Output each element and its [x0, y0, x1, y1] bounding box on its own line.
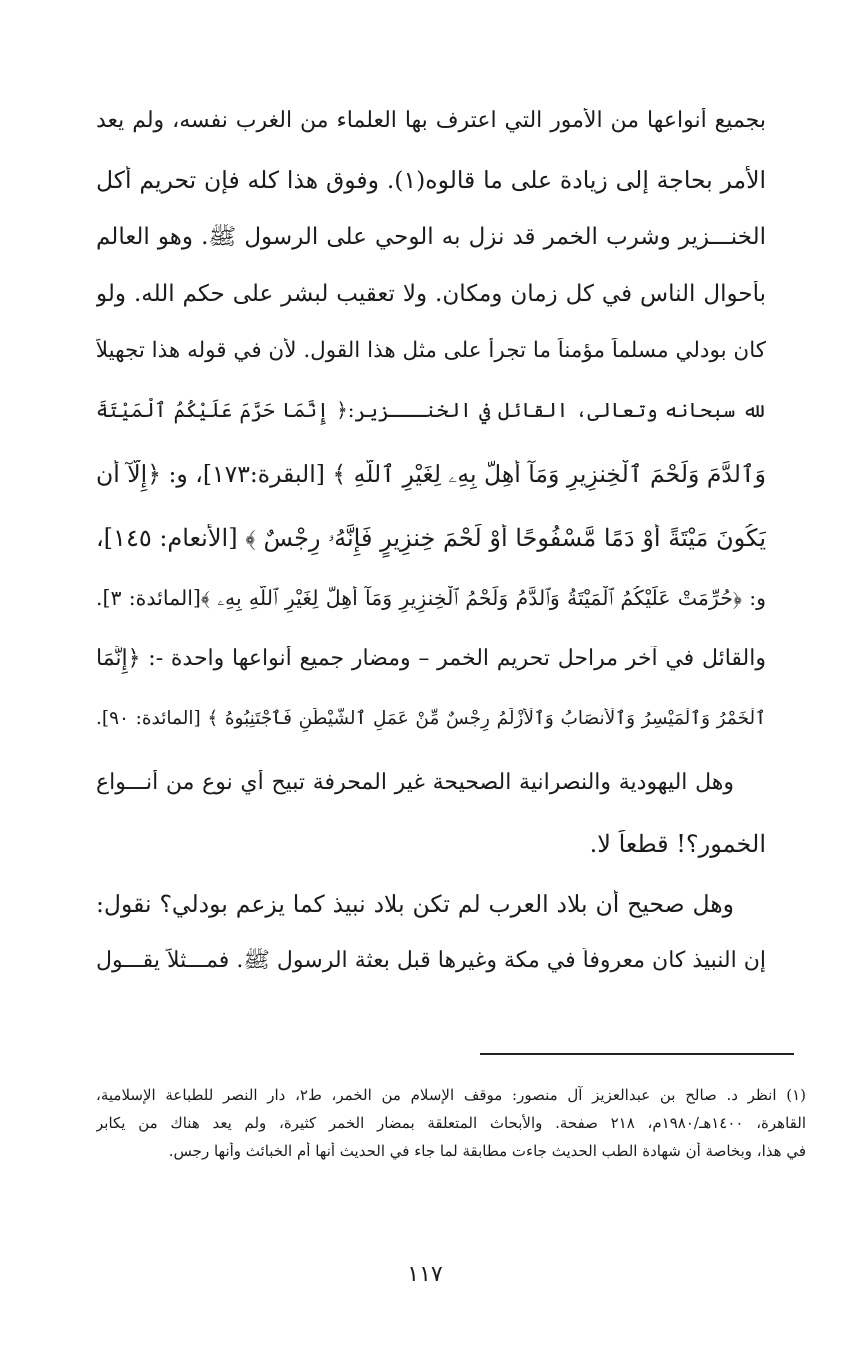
text-line: وهل اليهودية والنصرانية الصحيحة غير المحرفة تبيح أي نوع من أنـــواع [96, 770, 734, 795]
quran-line: يَكُونَ مَيْتَةً أَوْ دَمًا مَّسْفُوحًا أَوْ لَحْمَ خِنزِيرٍ فَإِنَّهُۥ رِجْسٌ ﴾ [الأنعام: ١٤٥]، [96, 524, 766, 552]
text-line: الخمور؟! قطعاً لا. [589, 830, 766, 858]
quran-line: وَٱلدَّمَ وَلَحْمَ ٱلْخِنزِيرِ وَمَآ أُهِلَّ بِهِۦ لِغَيْرِ ٱللَّهِ ﴾ [البقرة:١٧٣]، و: ﴿إِلَّآ أَن [96, 460, 766, 488]
text-line: الأمر بحاجة إلى زيادة على ما قالوه(١). وفوق هذا كله فإن تحريم أكل [96, 166, 766, 194]
text-line: الخنـــزير وشرب الخمر قد نزل به الوحي على الرسول ﷺ. وهو العالم [96, 224, 766, 250]
text-line: وهل صحيح أن بلاد العرب لم تكن بلاد نبيذ كما يزعم بودلي؟ نقول: [96, 890, 734, 918]
footnote-line: في هذا، وبخاصة أن شهادة الطب الحديث جاءت مطابقة لما جاء في الحديث أنها أم الخبائث وأنها رجس. [168, 1142, 806, 1160]
footnote-line: (١) انظر د. صالح بن عبدالعزيز آل منصور: موقف الإسلام من الخمر، ط٢، دار النصر للطباعة الإسلامية، [96, 1086, 806, 1104]
quran-line: لله سبحانه وتعالى، القائل في الخنـــزير:﴿ إِنَّمَا حَرَّمَ عَلَيْكُمُ ٱلْمَيْتَةَ [96, 398, 766, 422]
text-line: والقائل في آخر مراحل تحريم الخمر – ومضار جميع أنواعها واحدة -: ﴿إِنَّمَا [96, 646, 766, 671]
text-line: كان بودلي مسلماً مؤمناً ما تجرأ على مثل هذا القول. لأن في قوله هذا تجهيلاً [96, 338, 766, 363]
footnotes [96, 1086, 806, 1170]
quran-line: ٱلْخَمْرُ وَٱلْمَيْسِرُ وَٱلْأَنصَابُ وَٱلْأَزْلَٰمُ رِجْسٌ مِّنْ عَمَلِ ٱلشَّيْطَٰنِ فَٱجْتَنِبُوهُ ﴾ [المائدة: ٩٠]. [96, 708, 766, 729]
footnote-line: القاهرة، ١٤٠٠هـ/١٩٨٠م، ٢١٨ صفحة. والأبحاث المتعلقة بمضار الخمر كثيرة، ولم يعد هناك من يكابر [96, 1114, 806, 1132]
text-line: بأحوال الناس في كل زمان ومكان. ولا تعقيب لبشر على حكم الله. ولو [96, 281, 766, 307]
text-line: بجميع أنواعها من الأمور التي اعترف بها العلماء من الغرب نفسه، ولم يعد [96, 108, 766, 133]
footnote-divider [480, 1053, 794, 1055]
page-number: ١١٧ [407, 1262, 443, 1287]
quran-line: و: ﴿حُرِّمَتْ عَلَيْكُمُ ٱلْمَيْتَةُ وَٱلدَّمُ وَلَحْمُ ٱلْخِنزِيرِ وَمَآ أُهِلَّ لِغَيْرِ ٱللَّهِ بِهِۦ ﴾[المائدة: ٣]. [96, 586, 766, 610]
text-line: إن النبيذ كان معروفاً في مكة وغيرها قبل بعثة الرسول ﷺ. فمـــثلاً يقـــول [96, 948, 766, 973]
body-text [96, 108, 766, 1006]
